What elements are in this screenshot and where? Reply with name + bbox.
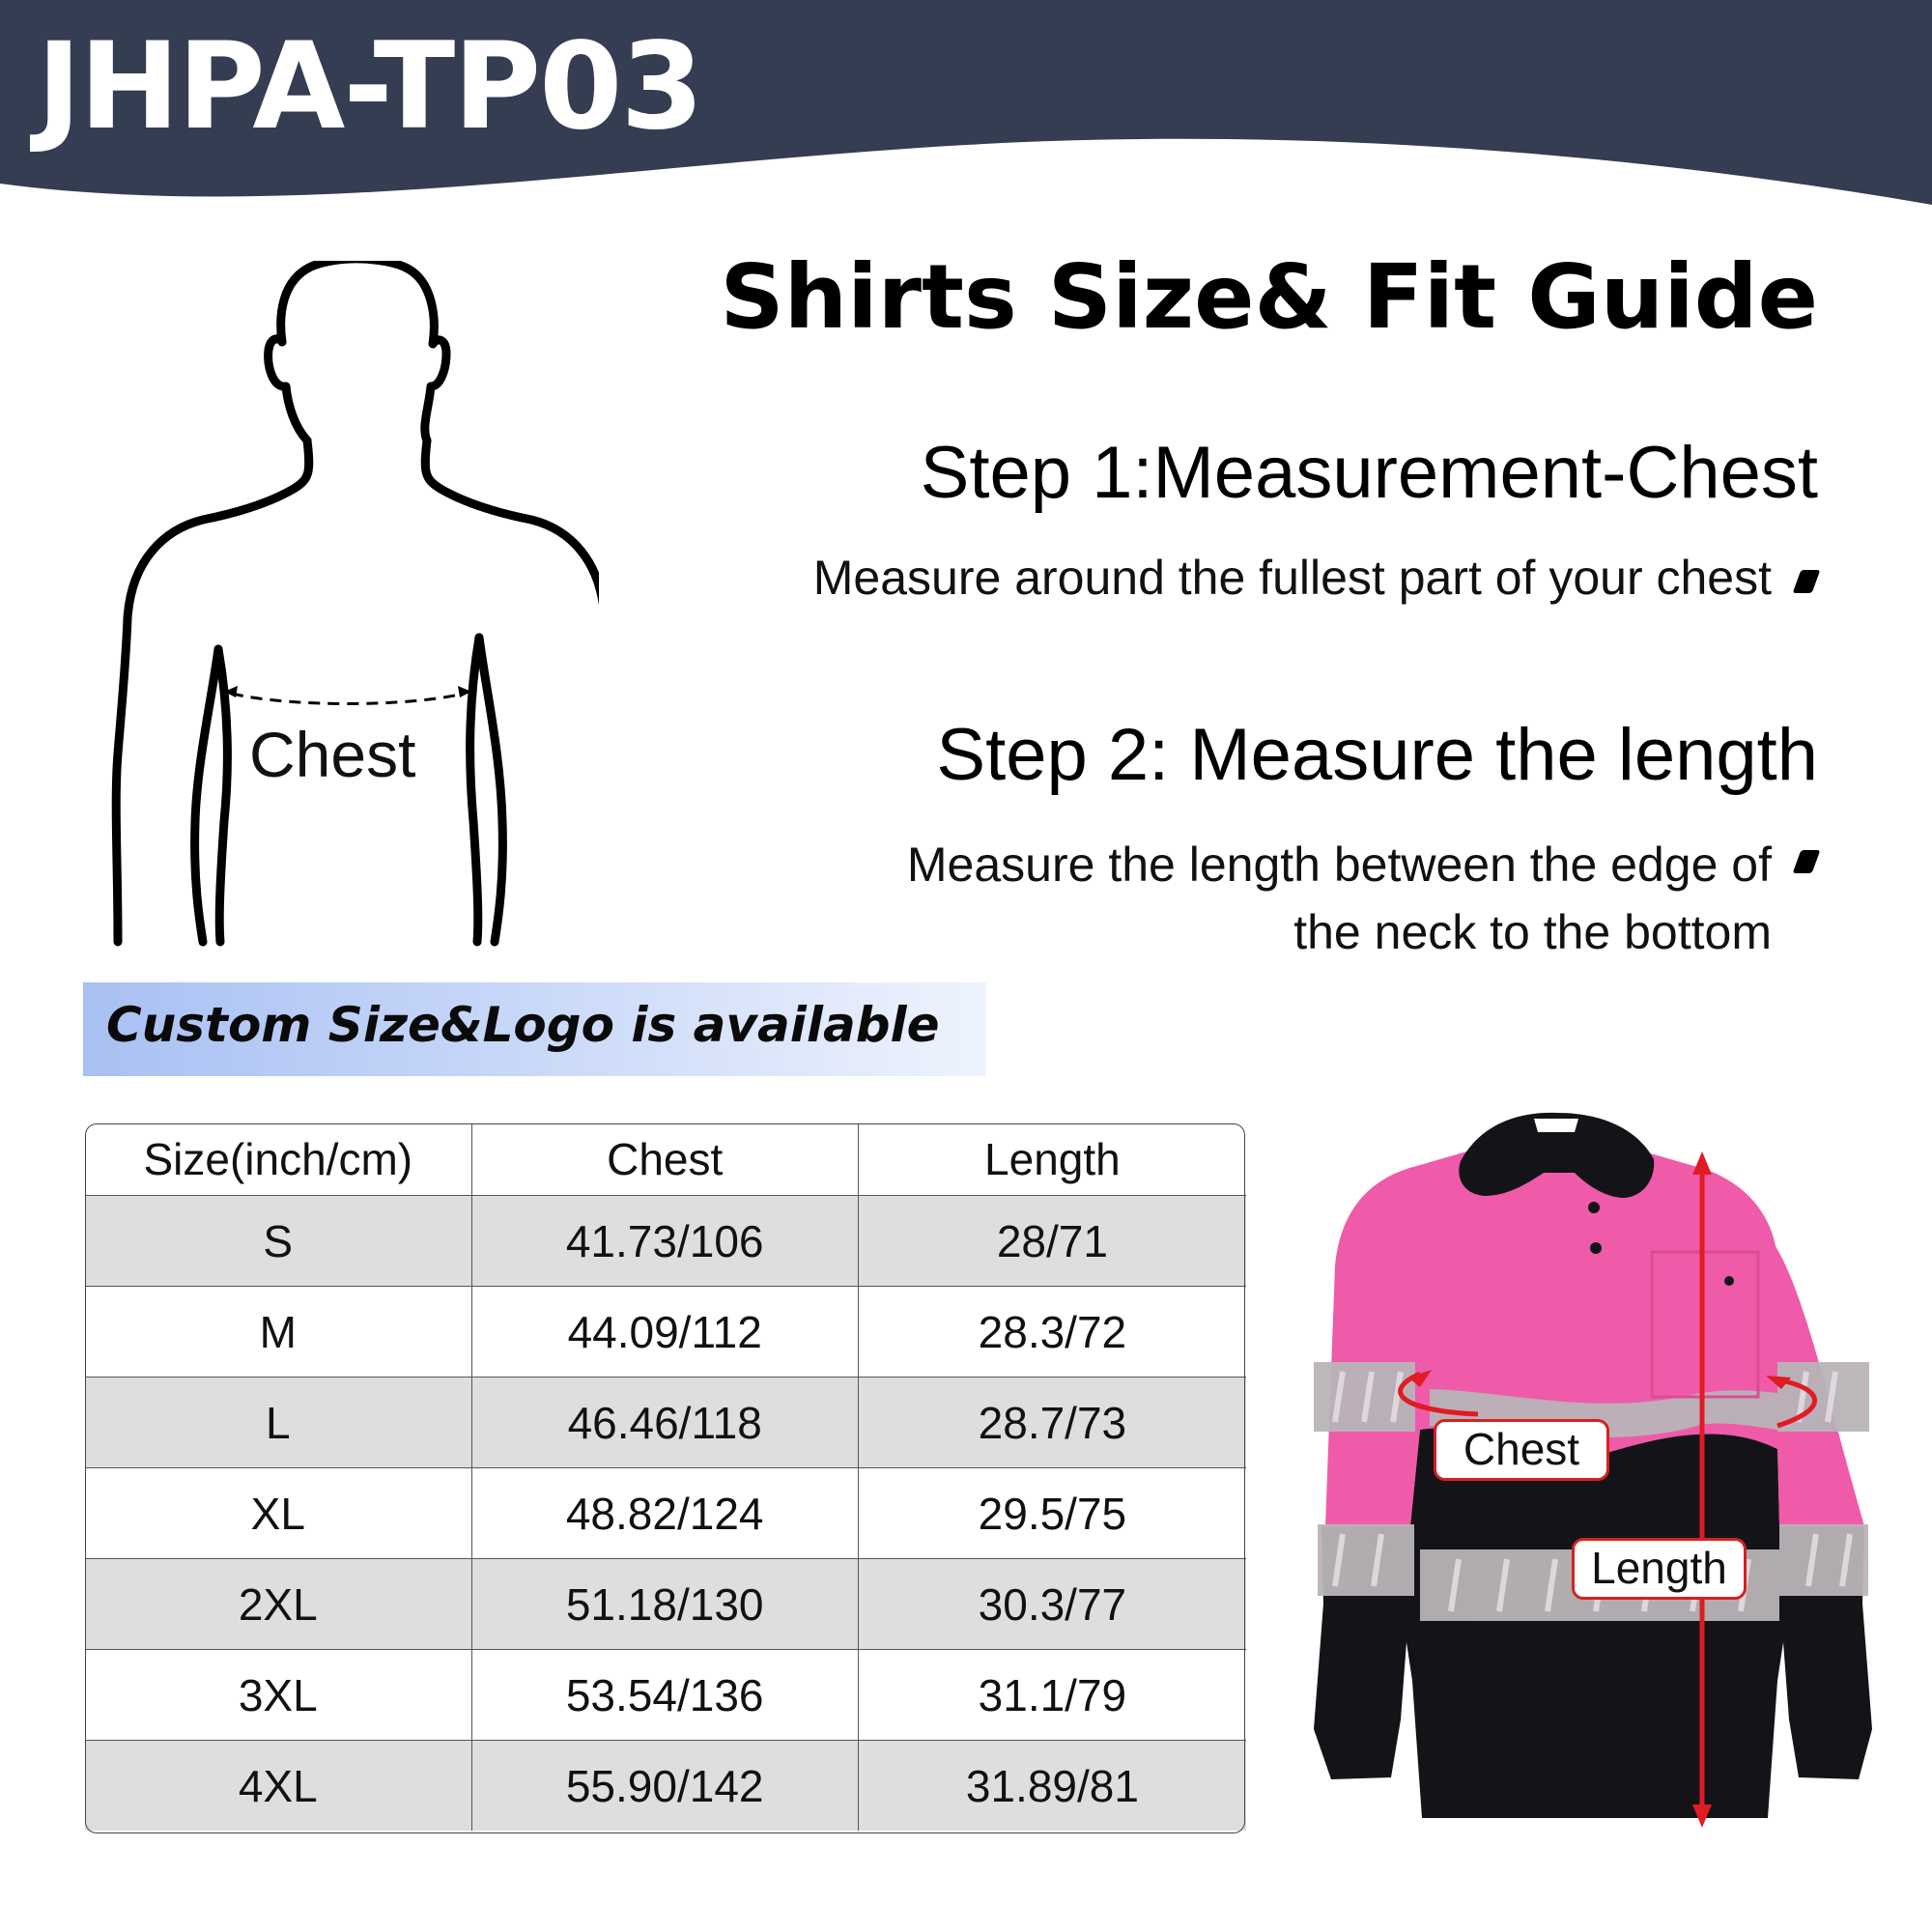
step2-description	[907, 831, 1772, 966]
shirt-length-label: Length	[1572, 1538, 1747, 1600]
size-cell: M	[85, 1287, 471, 1378]
step2-title: Step 2: Measure the length	[936, 714, 1818, 796]
chest-cell: 55.90/142	[471, 1741, 858, 1832]
chest-cell: 48.82/124	[471, 1468, 858, 1559]
shirt-chest-label: Chest	[1434, 1419, 1609, 1481]
step1-bullet-icon	[1793, 570, 1821, 593]
table-header-row	[85, 1123, 1246, 1196]
step1-title: Step 1:Measurement-Chest	[920, 432, 1818, 514]
table-row	[85, 1196, 1246, 1287]
guide-title: Shirts Size& Fit Guide	[720, 245, 1818, 349]
header-length: Length	[858, 1123, 1246, 1196]
header-size: Size(inch/cm)	[85, 1123, 471, 1196]
custom-size-text: Custom Size&Logo is available	[106, 997, 940, 1053]
length-cell: 28/71	[858, 1196, 1246, 1287]
chest-cell: 41.73/106	[471, 1196, 858, 1287]
size-cell: XL	[85, 1468, 471, 1559]
table-row	[85, 1741, 1246, 1832]
size-cell: L	[85, 1378, 471, 1468]
model-code-title: JHPA-TP03	[37, 17, 702, 156]
size-table	[85, 1123, 1246, 1831]
size-cell: S	[85, 1196, 471, 1287]
chest-cell: 53.54/136	[471, 1650, 858, 1741]
length-cell: 30.3/77	[858, 1559, 1246, 1650]
chest-cell: 46.46/118	[471, 1378, 858, 1468]
step1-description: Measure around the fullest part of your chest	[812, 551, 1772, 605]
chest-cell: 51.18/130	[471, 1559, 858, 1650]
table-row	[85, 1378, 1246, 1468]
step2-description-line2: the neck to the bottom	[1293, 905, 1772, 959]
length-cell: 31.1/79	[858, 1650, 1246, 1741]
header-chest: Chest	[471, 1123, 858, 1196]
step2-bullet-icon	[1793, 850, 1821, 873]
size-cell: 4XL	[85, 1741, 471, 1832]
table-row	[85, 1650, 1246, 1741]
table-row	[85, 1559, 1246, 1650]
chest-cell: 44.09/112	[471, 1287, 858, 1378]
body-outline-figure	[97, 261, 599, 947]
size-cell: 3XL	[85, 1650, 471, 1741]
length-cell: 28.7/73	[858, 1378, 1246, 1468]
length-cell: 29.5/75	[858, 1468, 1246, 1559]
step2-description-line1: Measure the length between the edge of	[906, 838, 1772, 892]
size-cell: 2XL	[85, 1559, 471, 1650]
table-row	[85, 1468, 1246, 1559]
length-cell: 28.3/72	[858, 1287, 1246, 1378]
body-chest-label: Chest	[249, 719, 416, 790]
table-row	[85, 1287, 1246, 1378]
length-cell: 31.89/81	[858, 1741, 1246, 1832]
